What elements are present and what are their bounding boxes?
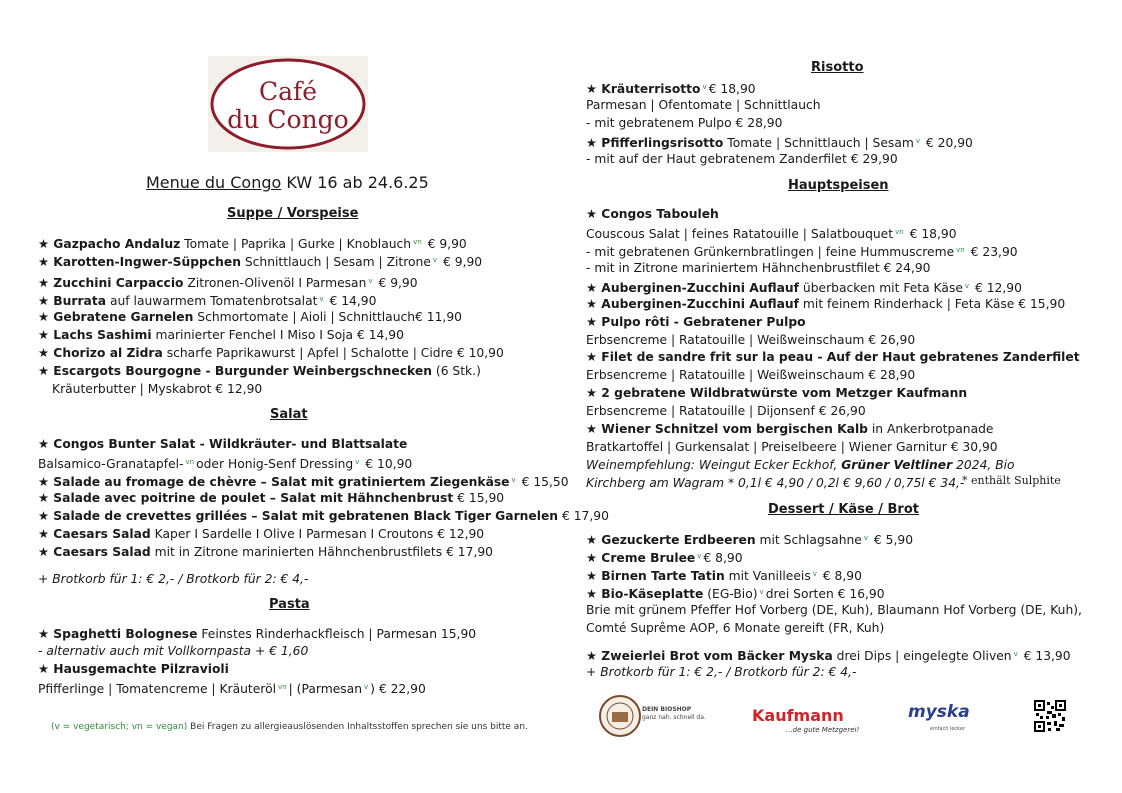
menu-line — [38, 680, 426, 697]
menu-line — [586, 440, 998, 455]
menu-line — [586, 621, 884, 636]
dish-description: Tomate | Schnittlauch | Sesam — [723, 136, 914, 150]
dish-description: scharfe Paprikawurst | Apfel | Schalotte | Cidre € 10,90 — [162, 346, 504, 360]
diet-marker: v — [355, 458, 360, 466]
menu-line — [586, 647, 1071, 664]
menu-line — [38, 644, 308, 659]
dish-price: € 14,90 — [325, 294, 377, 308]
menu-title-week: KW 16 ab 24.6.25 — [286, 173, 429, 192]
dish-description: - mit in Zitrone mariniertem Hähnchenbrustfilet € 24,90 — [586, 261, 931, 275]
dish-description: - mit gebratenen Grünkernbratlingen | feine Hummuscreme — [586, 245, 955, 259]
menu-line — [586, 333, 915, 348]
dish-name: ★ Pfifferlingsrisotto — [586, 136, 724, 150]
menu-line — [38, 437, 407, 452]
menu-line — [38, 382, 262, 397]
logo-line-2: du Congo — [227, 105, 349, 134]
menu-line — [586, 134, 973, 151]
menu-line — [38, 346, 504, 361]
dish-description: Comté Suprême AOP, 6 Monate gereift (FR, Kuh) — [586, 621, 885, 635]
dish-description: auf lauwarmem Tomatenbrotsalat — [106, 294, 318, 308]
menu-line — [586, 279, 1022, 296]
diet-marker: v — [364, 683, 369, 691]
dish-description: in Ankerbrotpanade — [867, 422, 994, 436]
diet-marker: v — [697, 552, 702, 560]
dish-description: Parmesan | Ofentomate | Schnittlauch — [586, 98, 821, 112]
menu-line — [586, 350, 1080, 365]
dish-description: Kräuterbutter | Myskabrot € 12,90 — [52, 382, 263, 396]
dish-name: ★ Pulpo rôti - Gebratener Pulpo — [586, 315, 806, 329]
dish-name: ★ Caesars Salad — [38, 545, 151, 559]
diet-marker: v — [511, 476, 516, 484]
dish-price: € 8,90 — [818, 569, 862, 583]
dish-description: Bratkartoffel | Gurkensalat | Preiselbeere | Wiener Garnitur € 30,90 — [586, 440, 998, 454]
menu-line — [586, 368, 915, 383]
diet-marker: v — [368, 277, 373, 285]
dish-price: € 13,90 — [1019, 649, 1071, 663]
dish-description: € 17,90 — [558, 509, 609, 523]
bioshop-badge-icon — [598, 694, 642, 738]
dish-name: ★ Bio-Käseplatte — [586, 587, 704, 601]
bioshop-logo — [598, 694, 708, 738]
dish-description: überbacken mit Feta Käse — [799, 281, 963, 295]
dish-name: ★ Spaghetti Bolognese — [38, 627, 198, 641]
kaufmann-logo — [752, 694, 870, 738]
menu-line — [38, 274, 418, 291]
dish-price: € 9,90 — [423, 237, 467, 251]
dish-description: mit Vanilleeis — [724, 569, 811, 583]
dish-price: € 18,90 — [708, 82, 756, 96]
menu-line — [586, 404, 866, 419]
menu-line — [586, 116, 782, 131]
diet-marker: vn — [185, 458, 195, 466]
dish-name: ★ Birnen Tarte Tatin — [586, 569, 725, 583]
cafe-du-congo-logo — [208, 56, 368, 152]
menu-line — [38, 292, 376, 309]
kaufmann-slogan: ...de gute Metzgerei! — [786, 726, 860, 734]
diet-marker: vn — [278, 683, 287, 691]
dish-name: ★ Congos Bunter Salat - Wildkräuter- und Blattsalate — [38, 437, 408, 451]
dish-description: | (Parmesan — [288, 682, 362, 696]
menu-line — [38, 491, 504, 506]
italic-text: + Brotkorb für 1: € 2,- / Brotkorb für 2: € 4,- — [586, 665, 857, 679]
wine-name: Grüner Veltliner — [841, 458, 953, 472]
dish-description: Feinstes Rinderhackfleisch | Parmesan 15,90 — [197, 627, 477, 641]
menu-line — [38, 527, 484, 542]
dish-description: mit Schlagsahne — [755, 533, 862, 547]
dish-name: ★ Gazpacho Andaluz — [38, 237, 181, 251]
menu-title-name: Menue du Congo — [146, 173, 282, 192]
dish-name: ★ Burrata — [38, 294, 107, 308]
dish-name: ★ Gezuckerte Erdbeeren — [586, 533, 756, 547]
menu-line — [586, 549, 743, 566]
diet-marker: v — [1013, 650, 1018, 658]
italic-text: 2024, Bio — [952, 458, 1015, 472]
menu-line — [38, 545, 493, 560]
dish-description: Erbsencreme | Ratatouille | Weißweinschaum € 28,90 — [586, 368, 916, 382]
dish-name: ★ Salade de crevettes grillées – Salat mit gebratenen Black Tiger Garnelen — [38, 509, 559, 523]
sulphite-note: * enthält Sulphite — [962, 474, 1061, 487]
dish-description: mit in Zitrone marinierten Hähnchenbrustfilets € 17,90 — [150, 545, 493, 559]
dish-name: ★ Zucchini Carpaccio — [38, 276, 184, 290]
dish-price: € 9,90 — [374, 276, 418, 290]
menu-line — [586, 567, 862, 584]
menu-line — [586, 152, 898, 167]
myska-slogan: einfach lecker — [930, 726, 966, 732]
myska-logo — [908, 694, 968, 738]
dish-description: - mit gebratenem Pulpo € 28,90 — [586, 116, 783, 130]
dish-price: € 5,90 — [870, 533, 914, 547]
menu-line — [586, 476, 964, 491]
allergy-text: Bei Fragen zu allergieauslösenden Inhaltsstoffen sprechen sie uns bitte an. — [187, 722, 528, 732]
italic-text: Weinempfehlung: Weingut Ecker Eckhof, — [586, 458, 842, 472]
dish-name: ★ Lachs Sashimi — [38, 328, 152, 342]
dish-name: ★ Karotten-Ingwer-Süppchen — [38, 255, 241, 269]
diet-marker: vn — [895, 228, 904, 236]
dish-description: Erbsencreme | Ratatouille | Weißweinschaum € 26,90 — [586, 333, 916, 347]
diet-legend: (v = vegetarisch; vn = vegan) — [51, 722, 188, 732]
menu-line — [586, 80, 756, 97]
heading-pasta: Pasta — [269, 597, 310, 612]
menu-line — [586, 225, 957, 242]
diet-marker: v — [319, 295, 324, 303]
menu-line — [38, 253, 482, 270]
menu-line — [586, 531, 913, 548]
dish-name: ★ Hausgemachte Pilzravioli — [38, 662, 229, 676]
dish-price: € 18,90 — [905, 227, 957, 241]
dish-name: ★ Creme Brulee — [586, 551, 696, 565]
menu-line — [586, 665, 856, 680]
diet-marker: v — [432, 256, 438, 264]
dish-description: Zitronen-Olivenöl I Parmesan — [183, 276, 367, 290]
dish-name: ★ Chorizo al Zidra — [38, 346, 163, 360]
dish-price: € 12,90 — [971, 281, 1022, 295]
menu-line — [38, 328, 404, 343]
menu-title — [146, 173, 429, 192]
italic-text: Kirchberg am Wagram * 0,1l € 4,90 / 0,2l € 9,60 / 0,75l € 34,- — [586, 476, 965, 490]
allergy-footnote — [51, 722, 528, 732]
dish-price: ) € 22,90 — [370, 682, 426, 696]
italic-text: - alternativ auch mit Vollkornpasta + € 1,60 — [38, 644, 309, 658]
menu-line — [38, 509, 609, 524]
italic-text: + Brotkorb für 1: € 2,- / Brotkorb für 2: € 4,- — [38, 572, 309, 586]
qr-code-icon[interactable] — [1034, 700, 1066, 732]
dish-description: (EG-Bio) — [703, 587, 758, 601]
diet-marker: v — [863, 534, 869, 542]
menu-line — [586, 207, 719, 222]
dish-price: € 23,90 — [966, 245, 1018, 259]
diet-marker: vn — [413, 238, 422, 246]
dish-price: € 20,90 — [922, 136, 973, 150]
dish-description: Brie mit grünem Pfeffer Hof Vorberg (DE, Kuh), Blaumann Hof Vorberg (DE, Kuh), — [586, 603, 1082, 617]
logo-line-1: Café — [258, 77, 318, 106]
dish-description: Tomate | Paprika | Gurke | Knoblauch — [180, 237, 412, 251]
menu-line — [586, 315, 806, 330]
dish-description: Schnittlauch | Sesam | Zitrone — [240, 255, 431, 269]
dish-name: ★ Kräuterrisotto — [586, 82, 701, 96]
dish-description: drei Dips | eingelegte Oliven — [832, 649, 1012, 663]
menu-line — [586, 603, 1082, 618]
menu-line — [586, 386, 967, 401]
menu-line — [586, 585, 885, 602]
menu-line — [586, 98, 821, 113]
heading-hauptspeisen: Hauptspeisen — [788, 178, 889, 193]
dish-description: € 15,90 — [453, 491, 505, 505]
dish-name: ★ Gebratene Garnelen — [38, 310, 194, 324]
myska-wordmark: myska — [908, 702, 970, 722]
heading-salat: Salat — [270, 407, 308, 422]
menu-line — [38, 572, 308, 587]
dish-name: ★ Filet de sandre frit sur la peau - Auf der Haut gebratenes Zanderfilet — [586, 350, 1080, 364]
diet-marker: vn — [956, 246, 965, 254]
dish-description: mit feinem Rinderhack | Feta Käse € 15,90 — [799, 297, 1066, 311]
menu-line — [586, 422, 994, 437]
dish-price: € 8,90 — [703, 551, 743, 565]
diet-marker: v — [702, 83, 707, 91]
dish-description: marinierter Fenchel I Miso I Soja € 14,90 — [151, 328, 404, 342]
dish-price: € 9,90 — [439, 255, 483, 269]
dish-price: drei Sorten € 16,90 — [765, 587, 885, 601]
menu-line — [38, 455, 412, 472]
dish-description: Balsamico-Granatapfel- — [38, 457, 184, 471]
diet-marker: v — [915, 137, 920, 145]
dish-name: ★ Congos Tabouleh — [586, 207, 719, 221]
dish-name: ★ Auberginen-Zucchini Auflauf — [586, 281, 800, 295]
dish-name: ★ Escargots Bourgogne - Burgunder Weinbergschnecken — [38, 364, 432, 378]
diet-marker: v — [964, 282, 970, 290]
dish-name: ★ Salade avec poitrine de poulet – Salat mit Hähnchenbrust — [38, 491, 454, 505]
menu-line — [586, 297, 1065, 312]
bioshop-slogan: ganz nah. schnell da. — [642, 714, 706, 721]
dish-description: Erbsencreme | Ratatouille | Dijonsenf € 26,90 — [586, 404, 866, 418]
heading-suppe: Suppe / Vorspeise — [227, 206, 359, 221]
dish-name: ★ Caesars Salad — [38, 527, 151, 541]
menu-line — [586, 261, 930, 276]
diet-marker: v — [812, 570, 817, 578]
kaufmann-wordmark: Kaufmann — [752, 706, 844, 725]
dish-description: Pfifferlinge | Tomatencreme | Kräuteröl — [38, 682, 277, 696]
menu-line — [586, 243, 1018, 260]
dish-price: € 10,90 — [361, 457, 413, 471]
dish-name: ★ Wiener Schnitzel vom bergischen Kalb — [586, 422, 868, 436]
menu-line — [38, 364, 481, 379]
menu-line — [586, 458, 1015, 473]
menu-line — [38, 627, 476, 642]
dish-name: ★ Auberginen-Zucchini Auflauf — [586, 297, 800, 311]
dish-description: (6 Stk.) — [431, 364, 481, 378]
dish-description: - mit auf der Haut gebratenem Zanderfilet € 29,90 — [586, 152, 898, 166]
heading-dessert: Dessert / Käse / Brot — [768, 502, 919, 517]
dish-description: Schmortomate | Aioli | Schnittlauch€ 11,90 — [193, 310, 462, 324]
menu-line — [38, 473, 569, 490]
bioshop-title: DEIN BIOSHOP — [642, 706, 692, 713]
dish-price: € 15,50 — [517, 475, 569, 489]
menu-line — [38, 310, 462, 325]
dish-description: Kaper I Sardelle I Olive I Parmesan I Croutons € 12,90 — [150, 527, 485, 541]
diet-marker: v — [759, 588, 764, 596]
dish-description: oder Honig-Senf Dressing — [196, 457, 354, 471]
menu-line — [38, 235, 467, 252]
heading-risotto: Risotto — [811, 60, 864, 75]
dish-name: ★ Zweierlei Brot vom Bäcker Myska — [586, 649, 833, 663]
menu-line — [38, 662, 229, 677]
dish-name: ★ Salade au fromage de chèvre – Salat mit gratiniertem Ziegenkäse — [38, 475, 510, 489]
dish-name: ★ 2 gebratene Wildbratwürste vom Metzger Kaufmann — [586, 386, 968, 400]
dish-description: Couscous Salat | feines Ratatouille | Salatbouquet — [586, 227, 894, 241]
